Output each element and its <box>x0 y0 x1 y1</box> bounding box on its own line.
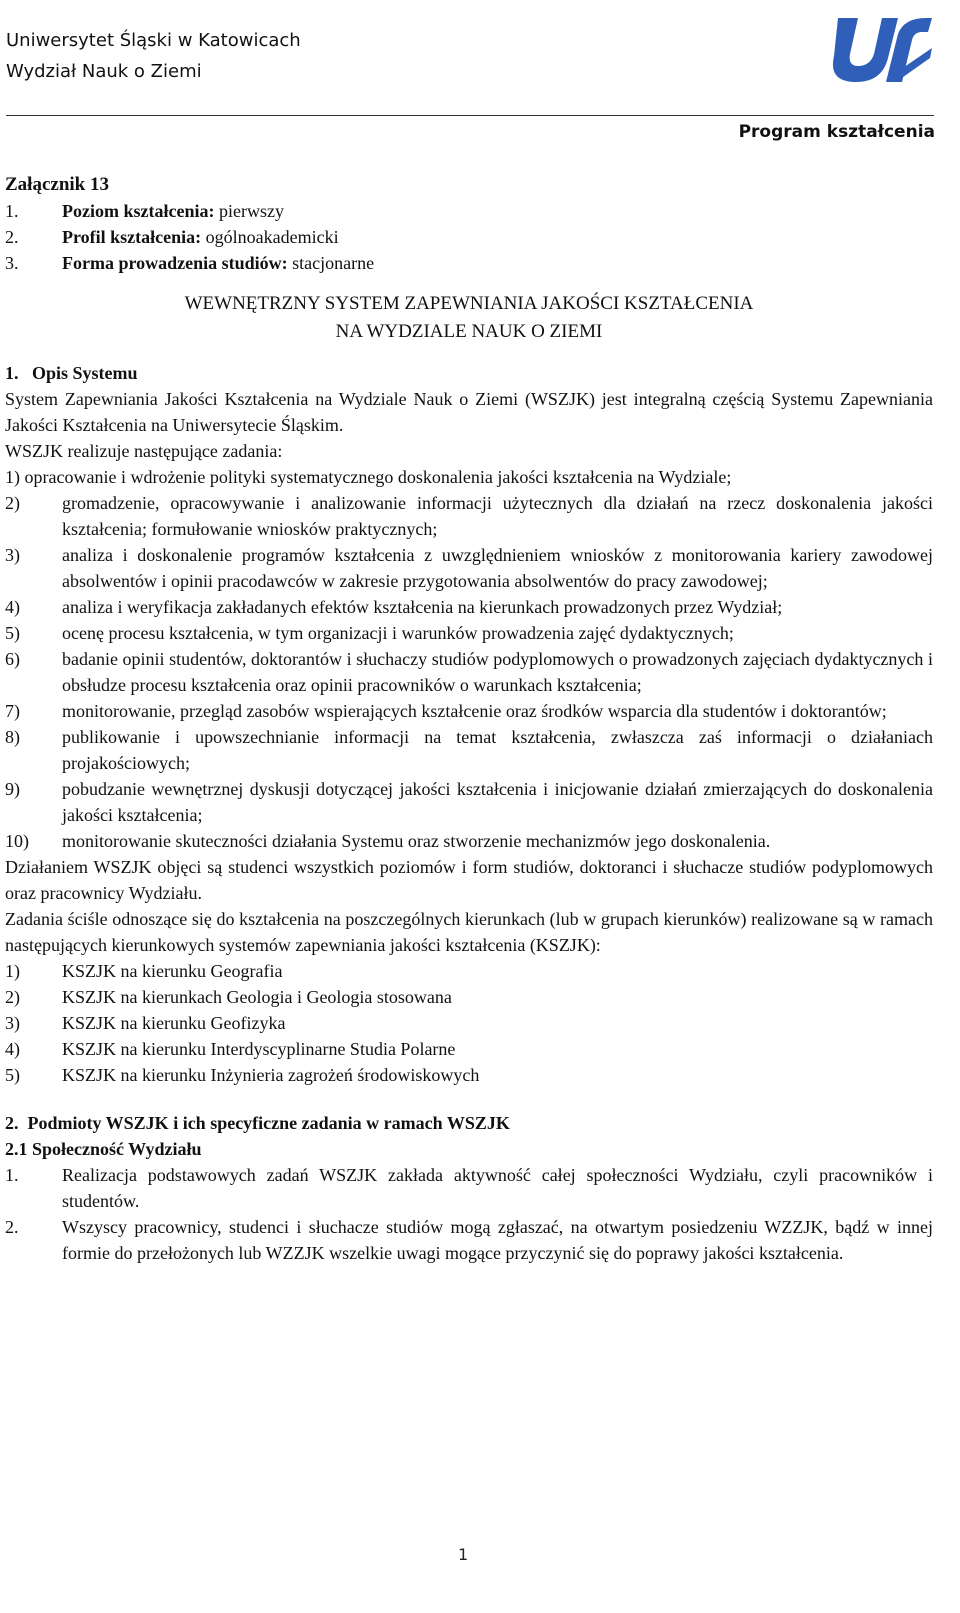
task-item <box>5 698 933 724</box>
community-text: Realizacja podstawowych zadań WSZJK zakłada aktywność całej społeczności Wydziału, czyli pracowników i studentów. <box>62 1165 933 1211</box>
task-number: 6) <box>5 649 20 669</box>
task-text: ocenę procesu kształcenia, w tym organizacji i warunków prowadzenia zajęć dydaktycznych; <box>62 623 734 643</box>
task-number: 9) <box>5 779 20 799</box>
meta-item <box>5 224 933 250</box>
kszjk-text: KSZJK na kierunku Geofizyka <box>62 1013 286 1033</box>
meta-item <box>5 250 933 276</box>
scope-paragraph: Działaniem WSZJK objęci są studenci wszystkich poziomów i form studiów, doktoranci i słuchacze studiów podyplomowych oraz pracownicy Wydziału. <box>5 857 933 903</box>
task-item <box>5 542 933 594</box>
community-item <box>5 1162 933 1214</box>
section-2-heading: 2. Podmioty WSZJK i ich specyficzne zadania w ramach WSZJK <box>5 1113 510 1133</box>
faculty-name: Wydział Nauk o Ziemi <box>6 61 202 82</box>
university-name: Uniwersytet Śląski w Katowicach <box>6 30 301 51</box>
kszjk-number: 1) <box>5 961 20 981</box>
kszjk-number: 5) <box>5 1065 20 1085</box>
task-text: monitorowanie, przegląd zasobów wspierających kształcenie oraz środków wsparcia dla studentów i doktorantów; <box>62 701 887 721</box>
header-divider <box>6 115 934 116</box>
kszjk-item <box>5 958 933 984</box>
meta-number: 2. <box>5 227 19 247</box>
community-text: Wszyscy pracownicy, studenci i słuchacze studiów mogą zgłaszać, na otwartym posiedzeniu WZZJK, bądź w innej formie do przełożonych lub WZZJK wszelkie uwagi mogące przyczynić się do poprawy jakości kształcenia. <box>62 1217 933 1263</box>
task-item: 1) opracowanie i wdrożenie polityki systematycznego doskonalenia jakości kształcenia na Wydziale; <box>5 467 732 487</box>
task-item <box>5 620 933 646</box>
task-item <box>5 776 933 828</box>
kszjk-item <box>5 1010 933 1036</box>
meta-value: stacjonarne <box>287 253 375 273</box>
meta-value: pierwszy <box>214 201 284 221</box>
document-title <box>5 290 933 346</box>
task-text: publikowanie i upowszechnianie informacji na temat kształcenia, zwłaszcza zaś informacji o działaniach projakościowych; <box>62 727 933 773</box>
kszjk-item <box>5 1062 933 1088</box>
community-number: 1. <box>5 1165 19 1185</box>
task-item <box>5 490 933 542</box>
kszjk-text: KSZJK na kierunku Inżynieria zagrożeń środowiskowych <box>62 1065 480 1085</box>
task-number: 7) <box>5 701 20 721</box>
task-text: monitorowanie skuteczności działania Systemu oraz stworzenie mechanizmów jego doskonalenia. <box>62 831 771 851</box>
kszjk-number: 2) <box>5 987 20 1007</box>
task-number: 5) <box>5 623 20 643</box>
kszjk-item <box>5 984 933 1010</box>
task-text: analiza i doskonalenie programów kształcenia z uwzględnieniem wniosków z monitorowania kariery zawodowej absolwentów i opinii pracodawców w zakresie przygotowania absolwentów do pracy zawodowej; <box>62 545 933 591</box>
task-item <box>5 828 933 854</box>
section-1-heading: 1. Opis Systemu <box>5 363 138 383</box>
section-1-intro: System Zapewniania Jakości Kształcenia na Wydziale Nauk o Ziemi (WSZJK) jest integralną częścią Systemu Zapewniania Jakości Kształcenia na Uniwersytecie Śląskim. <box>5 389 933 435</box>
task-item <box>5 646 933 698</box>
university-logo-icon <box>826 12 934 84</box>
meta-number: 3. <box>5 253 19 273</box>
task-text: badanie opinii studentów, doktorantów i słuchaczy studiów podyplomowych o prowadzonych zajęciach dydaktycznych i obsłudze procesu kształcenia oraz opinii pracowników o warunkach kształcenia; <box>62 649 933 695</box>
meta-label: Poziom kształcenia: <box>62 201 215 221</box>
task-number: 10) <box>5 831 29 851</box>
title-line-1: WEWNĘTRZNY SYSTEM ZAPEWNIANIA JAKOŚCI KSZTAŁCENIA <box>184 293 754 314</box>
page-number: 1 <box>458 1545 469 1564</box>
kszjk-number: 4) <box>5 1039 20 1059</box>
kszjk-item <box>5 1036 933 1062</box>
kszjk-text: KSZJK na kierunkach Geologia i Geologia stosowana <box>62 987 452 1007</box>
meta-value: ogólnoakademicki <box>201 227 339 247</box>
task-number: 8) <box>5 727 20 747</box>
document-body <box>5 172 933 1266</box>
task-number: 2) <box>5 493 20 513</box>
task-number: 4) <box>5 597 20 617</box>
meta-item <box>5 198 933 224</box>
kszjk-intro: Zadania ściśle odnoszące się do kształcenia na poszczególnych kierunkach (lub w grupach kierunków) realizowane są w ramach następujących kierunkowych systemów zapewniania jakości kształcenia (KSZJK): <box>5 909 933 955</box>
title-line-2: NA WYDZIALE NAUK O ZIEMI <box>335 321 603 342</box>
task-item <box>5 724 933 776</box>
annex-title: Załącznik 13 <box>5 174 109 195</box>
kszjk-text: KSZJK na kierunku Geografia <box>62 961 283 981</box>
tasks-intro: WSZJK realizuje następujące zadania: <box>5 441 283 461</box>
task-number: 3) <box>5 545 20 565</box>
meta-label: Profil kształcenia: <box>62 227 202 247</box>
task-text: gromadzenie, opracowywanie i analizowanie informacji użytecznych dla działań na rzecz doskonalenia jakości kształcenia; formułowanie wniosków praktycznych; <box>62 493 933 539</box>
community-item <box>5 1214 933 1266</box>
program-label: Program kształcenia <box>738 122 935 142</box>
task-text: analiza i weryfikacja zakładanych efektów kształcenia na kierunkach prowadzonych przez Wydział; <box>62 597 783 617</box>
task-text: pobudzanie wewnętrznej dyskusji dotyczącej jakości kształcenia i inicjowanie działań zmierzających do doskonalenia jakości kształcenia; <box>62 779 933 825</box>
community-number: 2. <box>5 1217 19 1237</box>
kszjk-number: 3) <box>5 1013 20 1033</box>
meta-label: Forma prowadzenia studiów: <box>62 253 288 273</box>
meta-number: 1. <box>5 201 19 221</box>
kszjk-text: KSZJK na kierunku Interdyscyplinarne Studia Polarne <box>62 1039 456 1059</box>
task-item <box>5 594 933 620</box>
section-2-1-heading: 2.1 Społeczność Wydziału <box>5 1139 202 1159</box>
